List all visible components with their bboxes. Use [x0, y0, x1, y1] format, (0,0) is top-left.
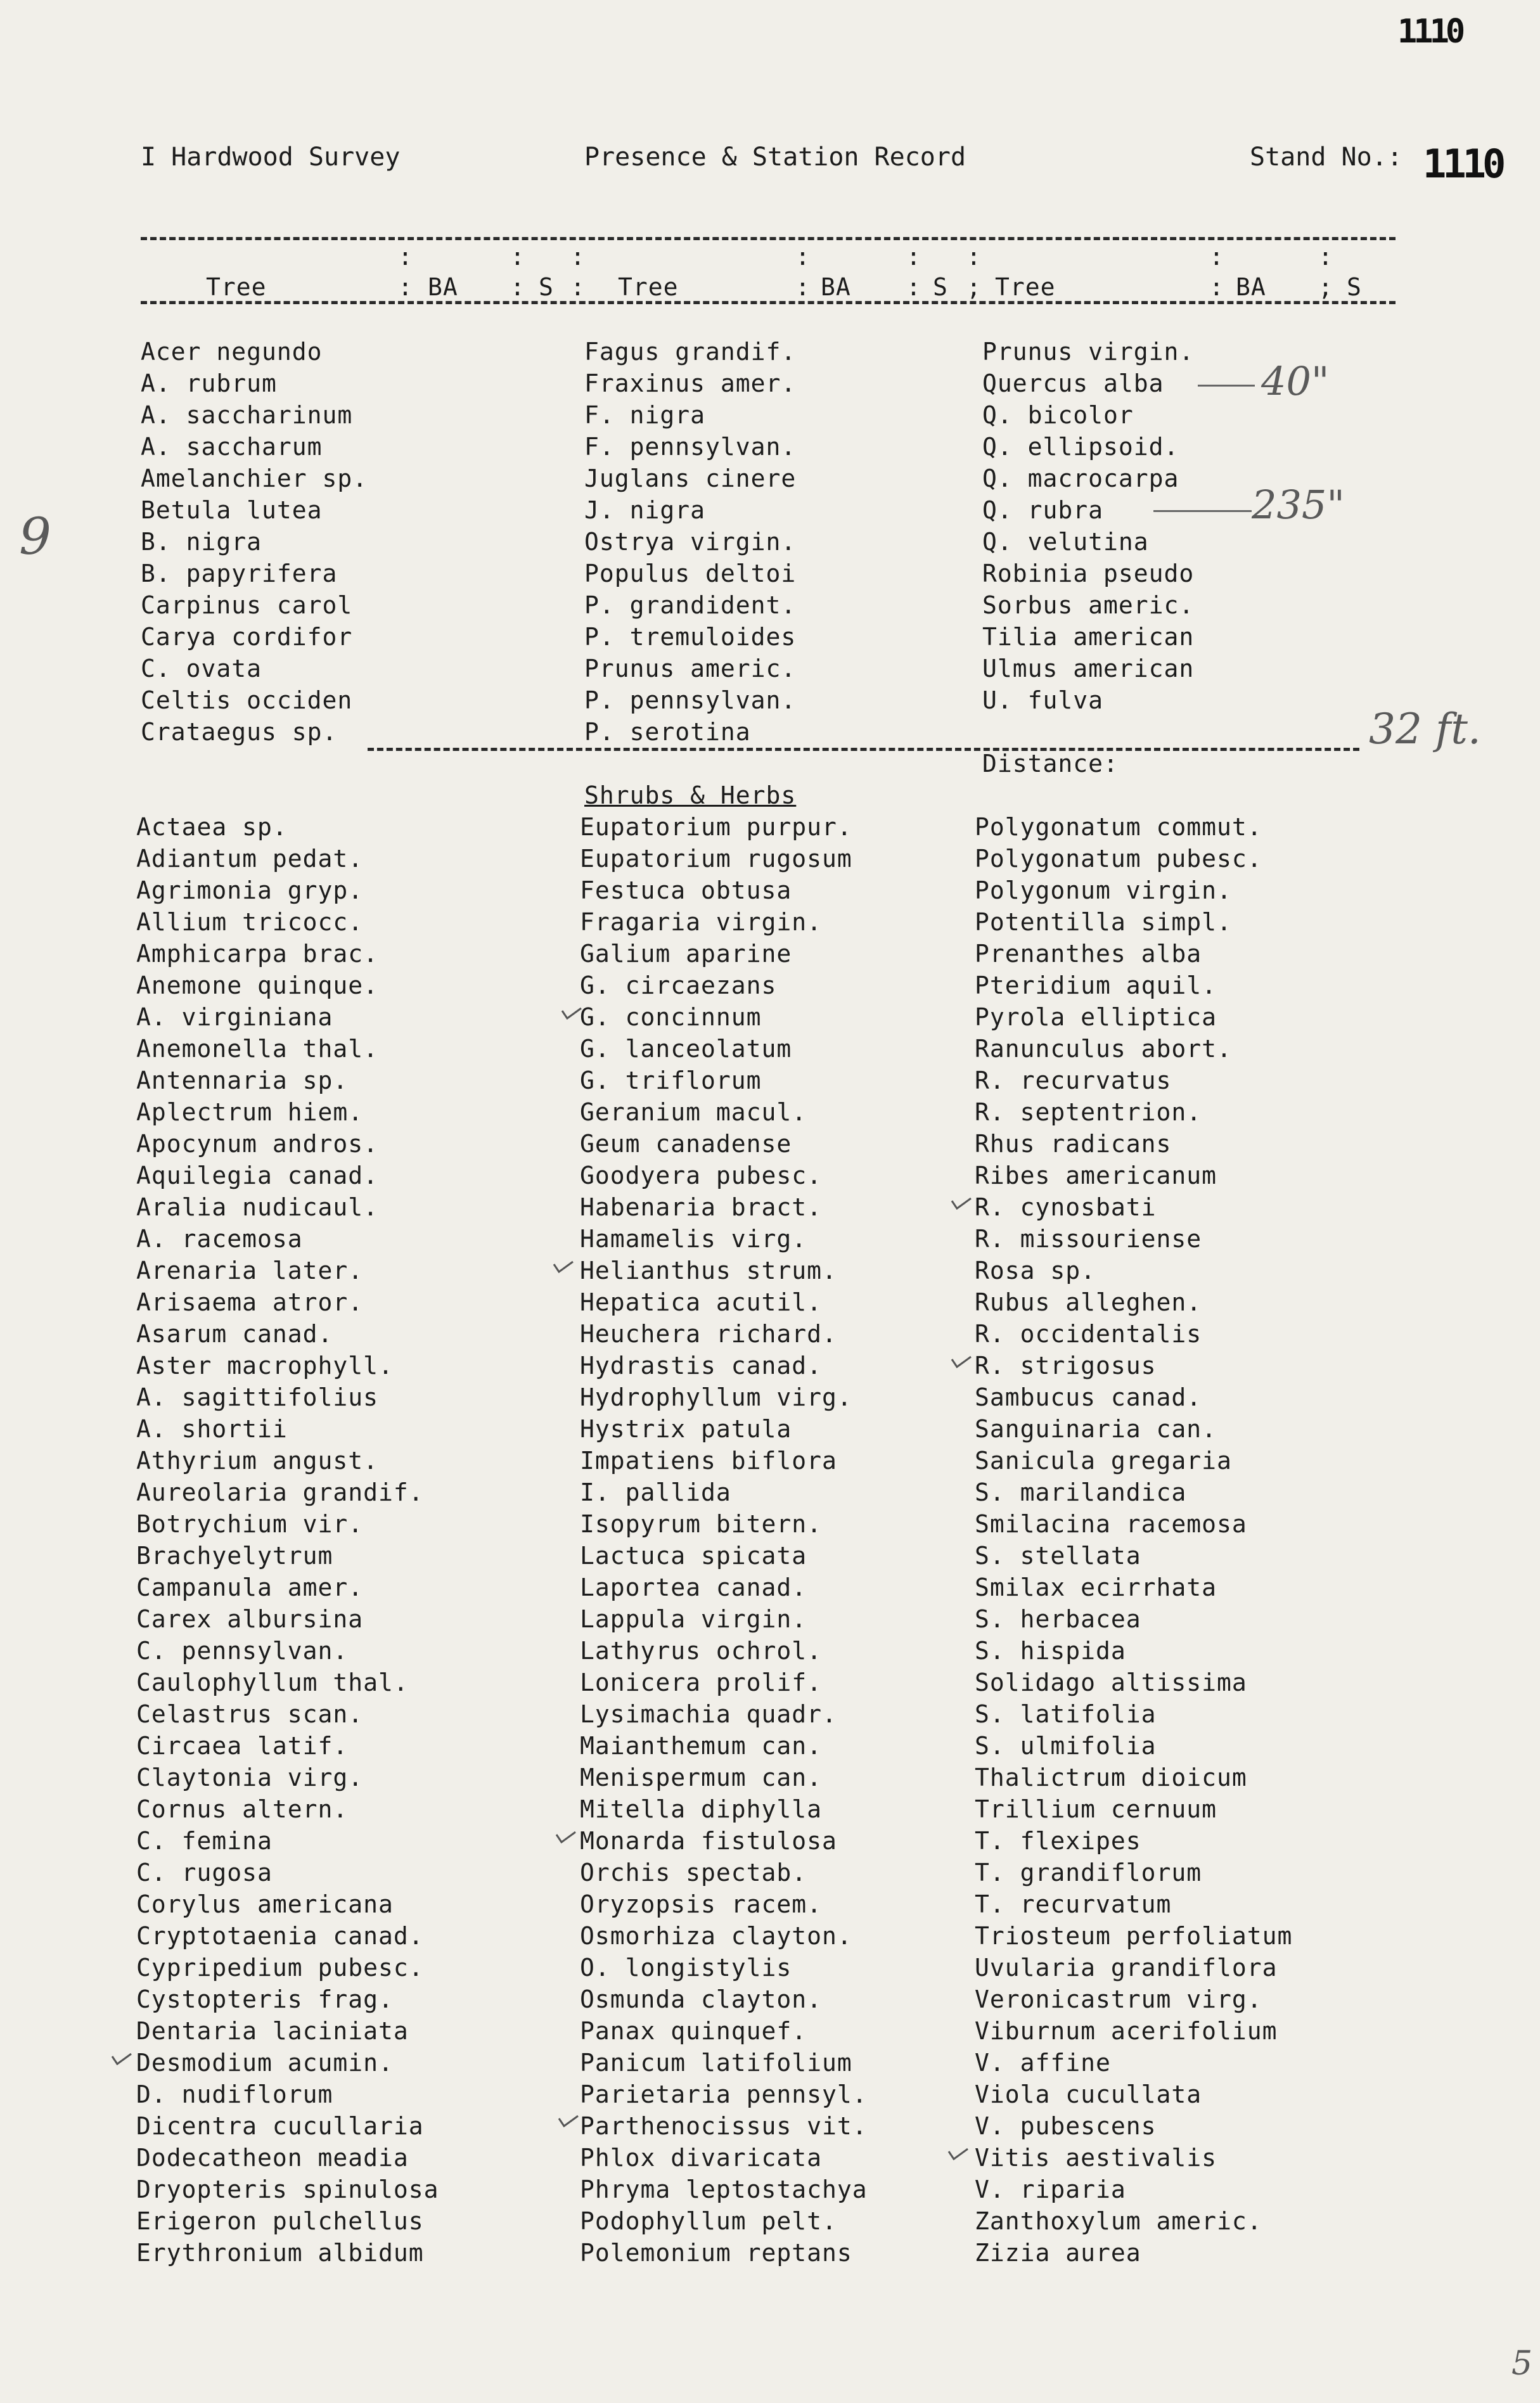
- species-name: Goodyera pubesc.: [580, 1162, 823, 1189]
- species-name: Smilacina racemosa: [975, 1510, 1247, 1538]
- species-name: Potentilla simpl.: [975, 908, 1232, 936]
- species-name: Agrimonia gryp.: [136, 876, 364, 904]
- species-name: Fragaria virgin.: [580, 908, 823, 936]
- quercus-rubra-note: 235": [1252, 482, 1345, 528]
- check-mark-icon: [111, 2051, 132, 2065]
- header-ba-1: BA: [428, 273, 458, 301]
- header-tree-2: Tree: [618, 273, 679, 301]
- col-separator: :: [966, 243, 982, 271]
- species-name: Hystrix patula: [580, 1415, 792, 1443]
- species-name: Triosteum perfoliatum: [975, 1922, 1293, 1950]
- species-name: Prunus virgin.: [982, 338, 1195, 366]
- quercus-rubra-leader-line: [1153, 510, 1252, 512]
- species-name: Helianthus strum.: [580, 1257, 837, 1285]
- species-name: Eupatorium purpur.: [580, 813, 852, 841]
- species-name: Carya cordifor: [141, 623, 353, 651]
- species-name: Pyrola elliptica: [975, 1003, 1217, 1031]
- species-name: C. rugosa: [136, 1859, 273, 1887]
- species-name: R. occidentalis: [975, 1320, 1202, 1348]
- species-name: Cypripedium pubesc.: [136, 1954, 424, 1982]
- col-separator: :: [570, 243, 586, 271]
- species-name: Q. macrocarpa: [982, 465, 1179, 492]
- species-name: Arisaema atror.: [136, 1288, 364, 1316]
- species-name: Tilia american: [982, 623, 1195, 651]
- page-corner-note: 5: [1511, 2345, 1533, 2383]
- species-name: Impatiens biflora: [580, 1447, 837, 1475]
- tree-column-2: [584, 336, 796, 748]
- margin-number-note: 9: [19, 507, 51, 566]
- species-name: Hamamelis virg.: [580, 1225, 807, 1253]
- species-name: Maianthemum can.: [580, 1732, 823, 1760]
- species-name: U. fulva: [982, 686, 1104, 714]
- species-name: B. nigra: [141, 528, 262, 556]
- species-name: Fagus grandif.: [584, 338, 797, 366]
- species-name: A. sagittifolius: [136, 1383, 379, 1411]
- header-tree-3: Tree: [995, 273, 1056, 301]
- species-name: Celtis occiden: [141, 686, 353, 714]
- species-name: Osmunda clayton.: [580, 1985, 823, 2013]
- species-name: Geum canadense: [580, 1130, 792, 1158]
- species-name: O. longistylis: [580, 1954, 792, 1982]
- header-s-1: S: [539, 273, 554, 301]
- species-name: Trillium cernuum: [975, 1795, 1217, 1823]
- species-name: Panax quinquef.: [580, 2017, 807, 2045]
- col-separator: ;: [1318, 273, 1333, 301]
- header-ba-2: BA: [821, 273, 851, 301]
- species-name: Populus deltoi: [584, 560, 797, 587]
- header-record-title: Presence & Station Record: [584, 143, 966, 172]
- check-mark-icon: [951, 1354, 972, 1368]
- col-separator: :: [570, 273, 586, 301]
- species-name: Rubus alleghen.: [975, 1288, 1202, 1316]
- table-top-rule: [141, 237, 1396, 240]
- tree-column-1: [141, 336, 368, 748]
- species-name: F. nigra: [584, 401, 706, 429]
- species-name: S. hispida: [975, 1637, 1126, 1665]
- col-separator: :: [510, 243, 525, 271]
- species-name: Isopyrum bitern.: [580, 1510, 823, 1538]
- tree-column-3: [982, 336, 1194, 716]
- species-name: P. grandident.: [584, 591, 797, 619]
- col-separator: :: [398, 243, 413, 271]
- species-name: Hydrastis canad.: [580, 1352, 823, 1380]
- species-name: D. nudiflorum: [136, 2080, 333, 2108]
- species-name: F. pennsylvan.: [584, 433, 797, 461]
- species-name: V. riparia: [975, 2176, 1126, 2203]
- species-name: Rhus radicans: [975, 1130, 1172, 1158]
- header-survey-title: I Hardwood Survey: [141, 143, 401, 172]
- quercus-alba-leader-line: [1198, 385, 1255, 387]
- species-name: Botrychium vir.: [136, 1510, 364, 1538]
- species-name: Caulophyllum thal.: [136, 1669, 409, 1696]
- species-name: Lysimachia quadr.: [580, 1700, 837, 1728]
- species-name: Rosa sp.: [975, 1257, 1096, 1285]
- species-name: Acer negundo: [141, 338, 323, 366]
- species-name: A. shortii: [136, 1415, 288, 1443]
- species-name: Cornus altern.: [136, 1795, 349, 1823]
- species-name: S. herbacea: [975, 1605, 1141, 1633]
- species-name: Vitis aestivalis: [975, 2144, 1217, 2172]
- species-name: S. ulmifolia: [975, 1732, 1157, 1760]
- species-name: Adiantum pedat.: [136, 845, 364, 873]
- species-name: Polemonium reptans: [580, 2239, 852, 2267]
- species-name: G. lanceolatum: [580, 1035, 792, 1063]
- header-s-2: S: [933, 273, 948, 301]
- herb-column-1: [136, 811, 439, 2269]
- species-name: Erigeron pulchellus: [136, 2207, 424, 2235]
- species-name: Hepatica acutil.: [580, 1288, 823, 1316]
- species-name: Brachyelytrum: [136, 1542, 333, 1570]
- header-ba-3: BA: [1236, 273, 1266, 301]
- species-name: P. tremuloides: [584, 623, 797, 651]
- species-name: Panicum latifolium: [580, 2049, 852, 2077]
- species-name: Veronicastrum virg.: [975, 1985, 1262, 2013]
- species-name: Sambucus canad.: [975, 1383, 1202, 1411]
- species-name: Aster macrophyll.: [136, 1352, 394, 1380]
- species-name: Amelanchier sp.: [141, 465, 368, 492]
- species-name: Dodecatheon meadia: [136, 2144, 409, 2172]
- species-name: Phryma leptostachya: [580, 2176, 868, 2203]
- species-name: Sanicula gregaria: [975, 1447, 1232, 1475]
- species-name: Allium tricocc.: [136, 908, 364, 936]
- species-name: C. ovata: [141, 655, 262, 682]
- species-name: Betula lutea: [141, 496, 323, 524]
- species-name: Ulmus american: [982, 655, 1195, 682]
- stamp-top-right: 1110: [1397, 13, 1462, 51]
- col-separator: :: [795, 243, 811, 271]
- species-name: Laportea canad.: [580, 1573, 807, 1601]
- species-name: Hydrophyllum virg.: [580, 1383, 852, 1411]
- species-name: Arenaria later.: [136, 1257, 364, 1285]
- species-name: Dentaria laciniata: [136, 2017, 409, 2045]
- species-name: T. recurvatum: [975, 1890, 1172, 1918]
- check-mark-icon: [555, 1829, 577, 1843]
- species-name: R. cynosbati: [975, 1193, 1157, 1221]
- species-name: Erythronium albidum: [136, 2239, 424, 2267]
- species-name: Aralia nudicaul.: [136, 1193, 379, 1221]
- species-name: Crataegus sp.: [141, 718, 338, 746]
- species-name: Q. bicolor: [982, 401, 1134, 429]
- species-name: Prenanthes alba: [975, 940, 1202, 968]
- species-name: Prunus americ.: [584, 655, 797, 682]
- species-name: V. pubescens: [975, 2112, 1157, 2140]
- species-name: A. rubrum: [141, 369, 277, 397]
- col-separator: :: [510, 273, 525, 301]
- species-name: Sanguinaria can.: [975, 1415, 1217, 1443]
- species-name: Aquilegia canad.: [136, 1162, 379, 1189]
- species-name: Parietaria pennsyl.: [580, 2080, 868, 2108]
- species-name: Pteridium aquil.: [975, 971, 1217, 999]
- species-name: Ribes americanum: [975, 1162, 1217, 1189]
- species-name: Lactuca spicata: [580, 1542, 807, 1570]
- species-name: Parthenocissus vit.: [580, 2112, 868, 2140]
- species-name: Lathyrus ochrol.: [580, 1637, 823, 1665]
- species-name: V. affine: [975, 2049, 1111, 2077]
- species-name: R. strigosus: [975, 1352, 1157, 1380]
- species-name: Antennaria sp.: [136, 1067, 349, 1094]
- species-name: Polygonatum commut.: [975, 813, 1262, 841]
- species-name: Polygonatum pubesc.: [975, 845, 1262, 873]
- species-name: T. flexipes: [975, 1827, 1141, 1855]
- species-name: Polygonum virgin.: [975, 876, 1232, 904]
- species-name: Galium aparine: [580, 940, 792, 968]
- species-name: S. stellata: [975, 1542, 1141, 1570]
- species-name: G. concinnum: [580, 1003, 762, 1031]
- species-name: Q. velutina: [982, 528, 1149, 556]
- header-s-3: S: [1347, 273, 1362, 301]
- species-name: Festuca obtusa: [580, 876, 792, 904]
- species-name: A. saccharinum: [141, 401, 353, 429]
- species-name: S. latifolia: [975, 1700, 1157, 1728]
- check-mark-icon: [951, 1196, 972, 1210]
- species-name: T. grandiflorum: [975, 1859, 1202, 1887]
- species-name: Monarda fistulosa: [580, 1827, 837, 1855]
- species-name: Apocynum andros.: [136, 1130, 379, 1158]
- species-name: Q. rubra: [982, 496, 1104, 524]
- stamp-stand-number: 1110: [1423, 141, 1503, 187]
- species-name: Juglans cinere: [584, 465, 797, 492]
- species-name: P. serotina: [584, 718, 751, 746]
- herb-column-2: [580, 811, 868, 2269]
- check-mark-icon: [558, 2113, 579, 2127]
- species-name: Eupatorium rugosum: [580, 845, 852, 873]
- herb-column-3: [975, 811, 1292, 2269]
- species-name: Cystopteris frag.: [136, 1985, 394, 2013]
- species-name: Carex albursina: [136, 1605, 364, 1633]
- col-separator: :: [1209, 243, 1224, 271]
- check-mark-icon: [561, 1006, 582, 1020]
- table-header-rule: [141, 301, 1396, 304]
- header-tree-1: Tree: [206, 273, 267, 301]
- species-name: Corylus americana: [136, 1890, 394, 1918]
- species-name: Geranium macul.: [580, 1098, 807, 1126]
- species-name: B. papyrifera: [141, 560, 338, 587]
- col-separator: ;: [966, 273, 982, 301]
- species-name: Solidago altissima: [975, 1669, 1247, 1696]
- species-name: Habenaria bract.: [580, 1193, 823, 1221]
- species-name: Phlox divaricata: [580, 2144, 823, 2172]
- header-stand-label: Stand No.:: [1250, 143, 1402, 172]
- species-name: Desmodium acumin.: [136, 2049, 394, 2077]
- species-name: I. pallida: [580, 1478, 731, 1506]
- species-name: Robinia pseudo: [982, 560, 1195, 587]
- col-separator: :: [1209, 273, 1224, 301]
- species-name: Viola cucullata: [975, 2080, 1202, 2108]
- col-separator: :: [398, 273, 413, 301]
- species-name: Amphicarpa brac.: [136, 940, 379, 968]
- quercus-alba-note: 40": [1261, 358, 1330, 404]
- species-name: Ostrya virgin.: [584, 528, 797, 556]
- species-name: R. recurvatus: [975, 1067, 1172, 1094]
- species-name: Asarum canad.: [136, 1320, 333, 1348]
- species-name: Zizia aurea: [975, 2239, 1141, 2267]
- trees-bottom-rule: [368, 748, 1359, 751]
- species-name: Claytonia virg.: [136, 1764, 364, 1791]
- species-name: Carpinus carol: [141, 591, 353, 619]
- species-name: Actaea sp.: [136, 813, 288, 841]
- species-name: Lappula virgin.: [580, 1605, 807, 1633]
- species-name: R. missouriense: [975, 1225, 1202, 1253]
- species-name: Quercus alba: [982, 369, 1164, 397]
- species-name: Dicentra cucullaria: [136, 2112, 424, 2140]
- species-name: Smilax ecirrhata: [975, 1573, 1217, 1601]
- species-name: Viburnum acerifolium: [975, 2017, 1278, 2045]
- species-name: Anemone quinque.: [136, 971, 379, 999]
- species-name: Aplectrum hiem.: [136, 1098, 364, 1126]
- distance-label: Distance:: [982, 750, 1119, 778]
- species-name: Sorbus americ.: [982, 591, 1195, 619]
- species-name: Podophyllum pelt.: [580, 2207, 837, 2235]
- species-name: Cryptotaenia canad.: [136, 1922, 424, 1950]
- species-name: Oryzopsis racem.: [580, 1890, 823, 1918]
- species-name: Uvularia grandiflora: [975, 1954, 1278, 1982]
- species-name: A. racemosa: [136, 1225, 303, 1253]
- species-name: Q. ellipsoid.: [982, 433, 1179, 461]
- species-name: A. saccharum: [141, 433, 323, 461]
- species-name: S. marilandica: [975, 1478, 1187, 1506]
- check-mark-icon: [947, 2146, 969, 2160]
- species-name: Aureolaria grandif.: [136, 1478, 424, 1506]
- species-name: Celastrus scan.: [136, 1700, 364, 1728]
- species-name: Zanthoxylum americ.: [975, 2207, 1262, 2235]
- shrubs-herbs-heading: Shrubs & Herbs: [584, 781, 797, 809]
- species-name: C. pennsylvan.: [136, 1637, 349, 1665]
- col-separator: :: [1318, 243, 1333, 271]
- col-separator: :: [906, 273, 921, 301]
- species-name: Orchis spectab.: [580, 1859, 807, 1887]
- species-name: R. septentrion.: [975, 1098, 1202, 1126]
- species-name: Fraxinus amer.: [584, 369, 797, 397]
- species-name: Dryopteris spinulosa: [136, 2176, 439, 2203]
- species-name: Athyrium angust.: [136, 1447, 379, 1475]
- species-name: Heuchera richard.: [580, 1320, 837, 1348]
- species-name: Ranunculus abort.: [975, 1035, 1232, 1063]
- col-separator: :: [795, 273, 811, 301]
- species-name: G. circaezans: [580, 971, 777, 999]
- species-name: Osmorhiza clayton.: [580, 1922, 852, 1950]
- species-name: Campanula amer.: [136, 1573, 364, 1601]
- species-name: C. femina: [136, 1827, 273, 1855]
- species-name: A. virginiana: [136, 1003, 333, 1031]
- distance-note: 32 ft.: [1369, 705, 1481, 753]
- species-name: P. pennsylvan.: [584, 686, 797, 714]
- species-name: Anemonella thal.: [136, 1035, 379, 1063]
- species-name: Menispermum can.: [580, 1764, 823, 1791]
- species-name: Thalictrum dioicum: [975, 1764, 1247, 1791]
- species-name: Lonicera prolif.: [580, 1669, 823, 1696]
- species-name: J. nigra: [584, 496, 706, 524]
- species-name: Mitella diphylla: [580, 1795, 823, 1823]
- species-name: G. triflorum: [580, 1067, 762, 1094]
- check-mark-icon: [553, 1259, 574, 1273]
- species-name: Circaea latif.: [136, 1732, 349, 1760]
- col-separator: :: [906, 243, 921, 271]
